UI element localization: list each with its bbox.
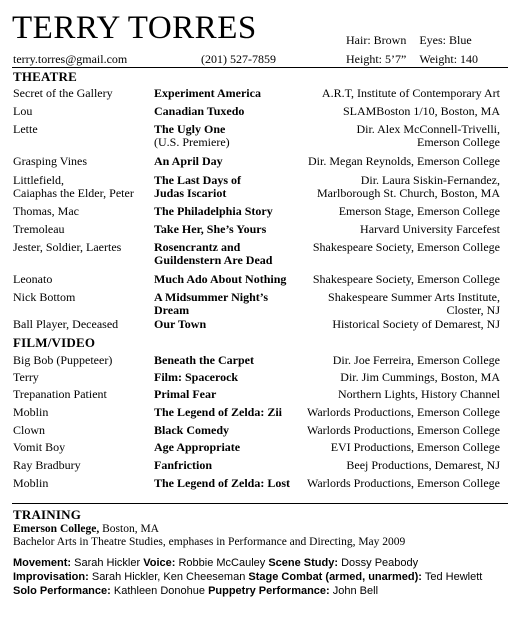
section-heading-film: FILM/VIDEO bbox=[13, 335, 96, 350]
credit-title-line: Judas Iscariot bbox=[154, 186, 227, 200]
credit-title-line: Black Comedy bbox=[154, 423, 229, 437]
credit-venue-line: Shakespeare Society, Emerson College bbox=[312, 272, 500, 286]
credit-venue bbox=[270, 424, 500, 437]
divider-training bbox=[12, 503, 508, 504]
credit-venue-line: Dir. Megan Reynolds, Emerson College bbox=[308, 154, 500, 168]
training-line-2 bbox=[13, 570, 482, 584]
credit-venue bbox=[270, 223, 500, 236]
credit-venue bbox=[270, 105, 500, 118]
credit-role-line: Ray Bradbury bbox=[13, 458, 81, 472]
credit-venue bbox=[270, 241, 500, 254]
stats-line-1 bbox=[346, 33, 472, 48]
credit-title-line: An April Day bbox=[154, 154, 223, 168]
credit-role-line: Lou bbox=[13, 104, 33, 118]
credit-venue bbox=[270, 318, 500, 331]
credit-title-line: Canadian Tuxedo bbox=[154, 104, 245, 118]
training-label: Solo Performance: bbox=[13, 585, 111, 597]
credit-venue bbox=[270, 291, 500, 317]
credit-title-line: Much Ado About Nothing bbox=[154, 272, 287, 286]
training-label: Scene Study: bbox=[268, 557, 339, 569]
training-label: Voice: bbox=[143, 557, 176, 569]
credit-venue-line: EVI Productions, Emerson College bbox=[330, 440, 500, 454]
credit-role bbox=[13, 388, 155, 401]
credit-role bbox=[13, 155, 155, 168]
credit-venue bbox=[270, 441, 500, 454]
credit-role-line: Vomit Boy bbox=[13, 440, 66, 454]
credit-role bbox=[13, 354, 155, 367]
credit-venue bbox=[270, 371, 500, 384]
credit-role bbox=[13, 174, 155, 200]
credit-venue-line: Shakespeare Society, Emerson College bbox=[312, 240, 500, 254]
credit-venue bbox=[270, 406, 500, 419]
credit-venue-line: Emerson Stage, Emerson College bbox=[338, 204, 500, 218]
credit-venue-line: Emerson College bbox=[417, 135, 500, 149]
credit-role bbox=[13, 205, 155, 218]
credit-role bbox=[13, 424, 155, 437]
credit-venue-line: Marlborough St. Church, Boston, MA bbox=[317, 186, 500, 200]
training-teacher: Sarah Hickler bbox=[71, 557, 144, 569]
credit-venue-line: SLAMBoston 1/10, Boston, MA bbox=[342, 104, 500, 118]
credit-role bbox=[13, 105, 155, 118]
credit-title-line: The Ugly One bbox=[154, 122, 226, 136]
training-teacher: Dossy Peabody bbox=[338, 557, 419, 569]
credit-title-line: The Philadelphia Story bbox=[154, 204, 273, 218]
credit-title-line: Rosencrantz and bbox=[154, 240, 241, 254]
credit-title-line: A Midsummer Night’s bbox=[154, 290, 268, 304]
credit-role-line: Caiaphas the Elder, Peter bbox=[13, 186, 134, 200]
credit-title-line: Age Appropriate bbox=[154, 440, 241, 454]
credit-venue bbox=[270, 388, 500, 401]
hair-color: Hair: Brown bbox=[346, 33, 407, 47]
credit-role bbox=[13, 123, 155, 136]
credit-venue-line: Warlords Productions, Emerson College bbox=[306, 423, 500, 437]
credit-role bbox=[13, 273, 155, 286]
credit-role-line: Terry bbox=[13, 370, 39, 384]
training-teacher: Kathleen Donohue bbox=[110, 585, 209, 597]
credit-venue bbox=[270, 273, 500, 286]
training-label: Stage Combat (armed, unarmed): bbox=[248, 571, 422, 583]
credit-venue bbox=[270, 155, 500, 168]
phone: (201) 527-7859 bbox=[201, 52, 276, 66]
training-teacher: Ted Hewlett bbox=[421, 571, 483, 583]
training-label: Puppetry Performance: bbox=[208, 585, 330, 597]
credit-title-line: Primal Fear bbox=[154, 387, 217, 401]
credit-venue bbox=[270, 123, 500, 149]
credit-role bbox=[13, 241, 155, 254]
credit-venue-line: Dir. Jim Cummings, Boston, MA bbox=[340, 370, 500, 384]
credit-title-line: Fanfriction bbox=[154, 458, 212, 472]
training-label: Movement: bbox=[13, 557, 72, 569]
credit-role-line: Moblin bbox=[13, 476, 49, 490]
credit-title-line: Dream bbox=[154, 303, 190, 317]
stats-line-2 bbox=[346, 52, 478, 67]
credit-title-line: The Legend of Zelda: Zii bbox=[154, 405, 283, 419]
credit-title-line: (U.S. Premiere) bbox=[154, 135, 230, 149]
credit-role-line: Grasping Vines bbox=[13, 154, 88, 168]
credit-role-line: Clown bbox=[13, 423, 46, 437]
credit-title-line: Take Her, She’s Yours bbox=[154, 222, 267, 236]
credit-title-line: The Last Days of bbox=[154, 173, 242, 187]
credit-venue bbox=[270, 354, 500, 367]
credit-venue bbox=[270, 477, 500, 490]
credit-role-line: Jester, Soldier, Laertes bbox=[13, 240, 122, 254]
credit-venue-line: Historical Society of Demarest, NJ bbox=[332, 317, 500, 331]
training-line-1 bbox=[13, 556, 418, 570]
credit-role bbox=[13, 318, 155, 331]
credit-venue-line: Warlords Productions, Emerson College bbox=[306, 476, 500, 490]
eye-color: Eyes: Blue bbox=[419, 33, 472, 47]
credit-venue-line: Closter, NJ bbox=[446, 303, 500, 317]
credit-role bbox=[13, 371, 155, 384]
credit-role-line: Thomas, Mac bbox=[13, 204, 79, 218]
section-heading-theatre: THEATRE bbox=[13, 69, 78, 84]
credit-role-line: Secret of the Gallery bbox=[13, 86, 113, 100]
credit-role-line: Leonato bbox=[13, 272, 53, 286]
section-heading-training: TRAINING bbox=[13, 507, 82, 522]
credit-title-line: Beneath the Carpet bbox=[154, 353, 254, 367]
credit-venue-line: Harvard University Farcefest bbox=[360, 222, 500, 236]
credit-venue bbox=[270, 459, 500, 472]
training-teacher: Sarah Hickler, Ken Cheeseman bbox=[88, 571, 249, 583]
credit-venue bbox=[270, 87, 500, 100]
actor-name: TERRY TORRES bbox=[12, 10, 257, 46]
credit-venue-line: Warlords Productions, Emerson College bbox=[306, 405, 500, 419]
credit-role bbox=[13, 477, 155, 490]
credit-role bbox=[13, 291, 155, 304]
credit-role bbox=[13, 459, 155, 472]
credit-title-line: Guildenstern Are Dead bbox=[154, 253, 273, 267]
school-name: Emerson College, bbox=[13, 523, 100, 535]
credit-role-line: Moblin bbox=[13, 405, 49, 419]
credit-title-line: Our Town bbox=[154, 317, 207, 331]
credit-role bbox=[13, 406, 155, 419]
credit-role-line: Littlefield, bbox=[13, 173, 64, 187]
credit-venue-line: A.R.T, Institute of Contemporary Art bbox=[321, 86, 500, 100]
credit-role-line: Ball Player, Deceased bbox=[13, 317, 119, 331]
credit-venue bbox=[270, 205, 500, 218]
credit-role-line: Lette bbox=[13, 122, 38, 136]
training-label: Improvisation: bbox=[13, 571, 89, 583]
training-school bbox=[13, 522, 159, 536]
credit-role bbox=[13, 87, 155, 100]
training-teacher: John Bell bbox=[329, 585, 379, 597]
credit-title-line: Film: Spacerock bbox=[154, 370, 239, 384]
credit-venue-line: Dir. Alex McConnell-Trivelli, bbox=[356, 122, 500, 136]
credit-title-line: Experiment America bbox=[154, 86, 261, 100]
training-line-3 bbox=[13, 584, 378, 598]
credit-role-line: Trepanation Patient bbox=[13, 387, 107, 401]
credit-venue-line: Dir. Laura Siskin-Fernandez, bbox=[360, 173, 500, 187]
height: Height: 5’7” bbox=[346, 52, 407, 66]
divider-top bbox=[12, 67, 508, 68]
credit-role bbox=[13, 223, 155, 236]
email: terry.torres@gmail.com bbox=[13, 52, 128, 66]
credit-venue-line: Shakespeare Summer Arts Institute, bbox=[328, 290, 500, 304]
credit-role-line: Nick Bottom bbox=[13, 290, 76, 304]
credit-role-line: Big Bob (Puppeteer) bbox=[13, 353, 113, 367]
credit-role bbox=[13, 441, 155, 454]
weight: Weight: 140 bbox=[419, 52, 479, 66]
training-teacher: Robbie McCauley bbox=[175, 557, 269, 569]
credit-title-line: The Legend of Zelda: Lost bbox=[154, 476, 291, 490]
credit-venue bbox=[270, 174, 500, 200]
credit-venue-line: Dir. Joe Ferreira, Emerson College bbox=[332, 353, 500, 367]
school-location: Boston, MA bbox=[99, 523, 159, 535]
credit-venue-line: Beej Productions, Demarest, NJ bbox=[346, 458, 500, 472]
credit-role-line: Tremoleau bbox=[13, 222, 65, 236]
training-degree: Bachelor Arts in Theatre Studies, emphases in Performance and Directing, May 2009 bbox=[13, 536, 406, 548]
credit-venue-line: Northern Lights, History Channel bbox=[338, 387, 500, 401]
